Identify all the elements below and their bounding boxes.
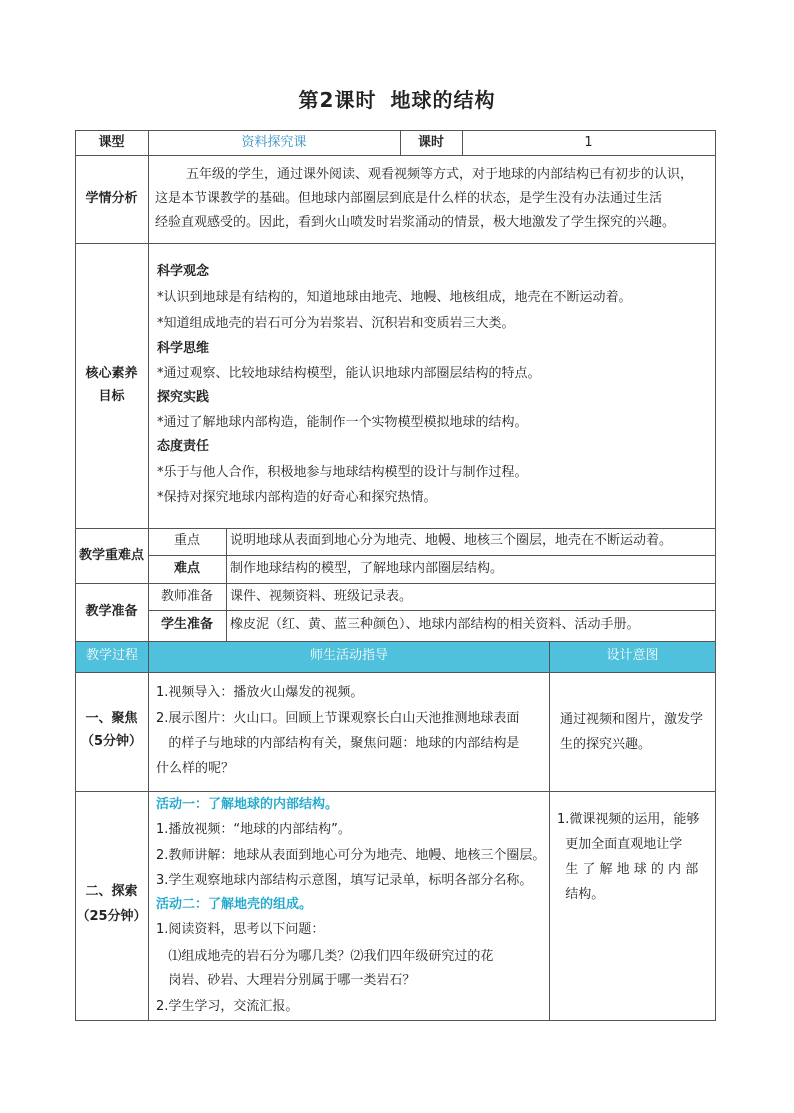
- goal-heading: 探究实践: [157, 390, 210, 405]
- intent-line: 生 了 解 地 球 的 内 部: [557, 862, 699, 877]
- lesson-type-label: 课型: [98, 135, 125, 150]
- process-header-stage: 教学过程: [76, 642, 148, 672]
- class-hours-label: 课时: [417, 135, 444, 150]
- goal-item: *通过了解地球内部构造，能制作一个实物模型模拟地球的结构。: [157, 415, 528, 430]
- activity-line: 3.学生观察地球内部结构示意图，填写记录单，标明各部分名称。: [156, 873, 533, 888]
- class-hours-value: 1: [584, 135, 593, 150]
- lesson-number: 第2课时: [298, 88, 377, 112]
- goal-item: *知道组成地壳的岩石可分为岩浆岩、沉积岩和变质岩三大类。: [157, 316, 515, 331]
- activity-line: 2.教师讲解：地球从表面到地心可分为地壳、地幔、地核三个圈层。: [156, 848, 546, 863]
- activity-heading: 活动二：了解地壳的组成。: [156, 897, 313, 912]
- intent-line: 更加全面直观地让学: [557, 837, 683, 852]
- activity-heading: 活动一：了解地球的内部结构。: [156, 797, 339, 812]
- goal-item: *乐于与他人合作，积极地参与地球结构模型的设计与制作过程。: [157, 465, 528, 480]
- focus-label: 重点: [173, 533, 200, 548]
- activity-line: 1.阅读资料，思考以下问题：: [156, 922, 325, 937]
- key-points-label: 教学重难点: [78, 548, 144, 563]
- step1-label: 一、聚焦: [85, 711, 138, 726]
- activity-line: 1.播放视频：“地球的内部结构”。: [156, 822, 351, 837]
- intent-line: 1.微课视频的运用，能够: [557, 812, 700, 827]
- lesson-topic: 地球的结构: [390, 88, 496, 112]
- analysis-line: 经验直观感受的。因此，看到火山喷发时岩浆涌动的情景，极大地激发了学生探究的兴趣。: [155, 215, 676, 230]
- activity-line: 什么样的呢？: [156, 761, 235, 776]
- intent-line: 结构。: [557, 887, 605, 902]
- goal-item: *保持对探究地球内部构造的好奇心和探究热情。: [157, 490, 437, 505]
- activity-line: 2.展示图片：火山口。回顾上节课观察长白山天池推测地球表面: [156, 711, 520, 726]
- preparation-label: 教学准备: [85, 604, 138, 619]
- activity-line: 2.学生学习，交流汇报。: [156, 999, 299, 1014]
- analysis-line: 五年级的学生，通过课外阅读、观看视频等方式，对于地球的内部结构已有初步的认识，: [186, 167, 694, 182]
- analysis-line: 这是本节课教学的基础。但地球内部圈层到底是什么样的状态，是学生没有办法通过生活: [155, 191, 663, 206]
- student-analysis-label: 学情分析: [85, 191, 138, 206]
- process-header-intent: 设计意图: [550, 642, 715, 672]
- focus-text: 说明地球从表面到地心分为地壳、地幔、地核三个圈层，地壳在不断运动着。: [230, 533, 673, 548]
- lesson-type-value: 资料探究课: [241, 135, 307, 150]
- student-prep-text: 橡皮泥（红、黄、蓝三种颜色）、地球内部结构的相关资料、活动手册。: [230, 617, 640, 632]
- activity-line: 的样子与地球的内部结构有关，聚焦问题：地球的内部结构是: [156, 736, 520, 751]
- teacher-prep-text: 课件、视频资料、班级记录表。: [230, 589, 413, 604]
- core-literacy-label: 核心素养: [85, 366, 138, 381]
- step2-duration: （25分钟）: [76, 909, 147, 924]
- goal-heading: 态度责任: [157, 439, 210, 454]
- activity-line: 1.视频导入：播放火山爆发的视频。: [156, 685, 364, 700]
- step1-duration: （5分钟）: [80, 734, 143, 749]
- intent-line: 通过视频和图片，激发学: [560, 712, 704, 727]
- goal-heading: 科学观念: [157, 264, 210, 279]
- difficulty-text: 制作地球结构的模型，了解地球内部圈层结构。: [230, 561, 504, 576]
- step2-label: 二、探索: [85, 884, 138, 899]
- student-prep-label: 学生准备: [160, 617, 213, 632]
- difficulty-label: 难点: [173, 561, 200, 576]
- goal-heading: 科学思维: [157, 341, 210, 356]
- activity-line: 岗岩、砂岩、大理岩分别属于哪一类岩石？: [156, 973, 416, 988]
- core-literacy-label-2: 目标: [98, 389, 125, 404]
- teacher-prep-label: 教师准备: [160, 589, 213, 604]
- goal-item: *认识到地球是有结构的，知道地球由地壳、地幔、地核组成，地壳在不断运动着。: [157, 290, 632, 305]
- page-title: [0, 84, 794, 113]
- goal-item: *通过观察、比较地球结构模型，能认识地球内部圈层结构的特点。: [157, 366, 541, 381]
- intent-line: 生的探究兴趣。: [560, 737, 652, 752]
- process-header-activity: 师生活动指导: [149, 642, 549, 672]
- activity-line: ⑴组成地壳的岩石分为哪几类？⑵我们四年级研究过的花: [156, 949, 494, 964]
